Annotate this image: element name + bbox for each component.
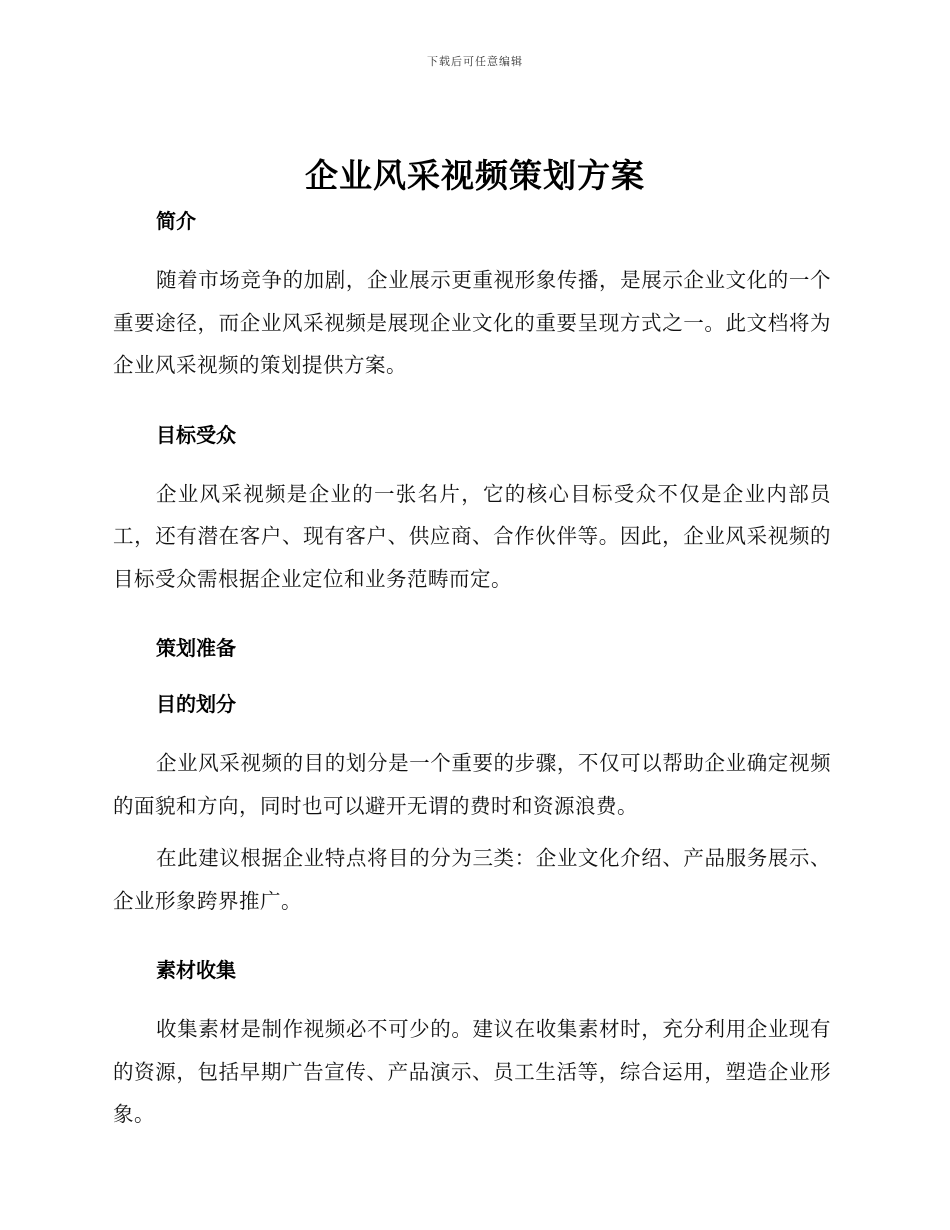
heading-preparation: 策划准备 — [156, 636, 236, 660]
paragraph-purpose-1: 企业风采视频的目的划分是一个重要的步骤，不仅可以帮助企业确定视频的面貌和方向，同时也可以避开无谓的费时和资源浪费。 — [113, 751, 831, 818]
paragraph-audience: 企业风采视频是企业的一张名片，它的核心目标受众不仅是企业内部员工，还有潜在客户、现有客户、供应商、合作伙伴等。因此，企业风采视频的目标受众需根据企业定位和业务范畴而定。 — [113, 481, 831, 591]
paragraph-material: 收集素材是制作视频必不可少的。建议在收集素材时，充分利用企业现有的资源，包括早期广告宣传、产品演示、员工生活等，综合运用，塑造企业形象。 — [113, 1017, 831, 1126]
heading-audience: 目标受众 — [156, 422, 236, 447]
document-title: 企业风采视频策划方案 — [305, 156, 645, 195]
header-note: 下载后可任意编辑 — [427, 55, 523, 68]
heading-purpose: 目的划分 — [156, 692, 236, 716]
document-body — [113, 203, 831, 1146]
paragraph-purpose-2: 在此建议根据企业特点将目的分为三类：企业文化介绍、产品服务展示、企业形象跨界推广。 — [113, 846, 831, 913]
heading-material: 素材收集 — [156, 958, 236, 982]
paragraph-intro: 随着市场竞争的加剧，企业展示更重视形象传播，是展示企业文化的一个重要途径，而企业风采视频是展现企业文化的重要呈现方式之一。此文档将为企业风采视频的策划提供方案。 — [113, 268, 831, 377]
heading-intro: 简介 — [156, 209, 196, 233]
